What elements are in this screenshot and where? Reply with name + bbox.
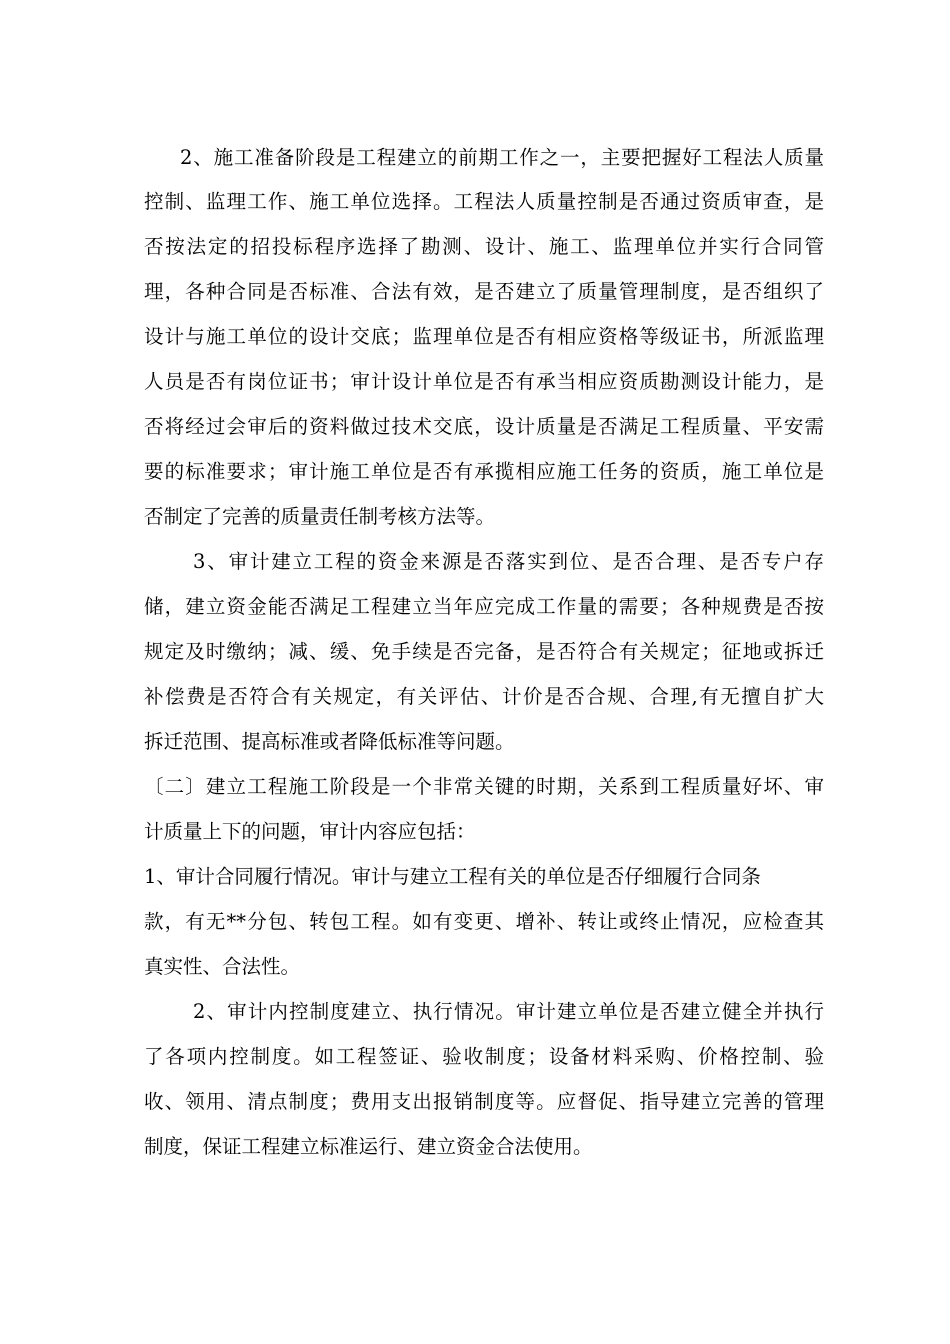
text-line: 否按法定的招投标程序选择了勘测、设计、施工、监理单位并实行合同管 xyxy=(144,235,824,258)
text-line: 储，建立资金能否满足工程建立当年应完成工作量的需要；各种规费是否按 xyxy=(144,595,824,618)
section-heading-line: 〔二〕建立工程施工阶段是一个非常关键的时期，关系到工程质量好坏、审 xyxy=(144,775,824,798)
text-line: 设计与施工单位的设计交底；监理单位是否有相应资格等级证书，所派监理 xyxy=(144,325,824,348)
text-line: 拆迁范围、提高标准或者降低标准等问题。 xyxy=(144,730,515,753)
text-line: 计质量上下的问题，审计内容应包括： xyxy=(144,820,476,843)
text-line: 1、审计合同履行情况。审计与建立工程有关的单位是否仔细履行合同条 xyxy=(144,865,761,888)
text-line: 2、审计内控制度建立、执行情况。审计建立单位是否建立健全并执行 xyxy=(193,1000,824,1023)
text-line: 理，各种合同是否标准、合法有效，是否建立了质量管理制度，是否组织了 xyxy=(144,280,824,303)
text-line: 否制定了完善的质量责任制考核方法等。 xyxy=(144,505,496,528)
text-line: 控制、监理工作、施工单位选择。工程法人质量控制是否通过资质审查，是 xyxy=(144,190,824,213)
text-line: 2、施工准备阶段是工程建立的前期工作之一，主要把握好工程法人质量 xyxy=(180,146,824,169)
text-line: 否将经过会审后的资料做过技术交底，设计质量是否满足工程质量、平安需 xyxy=(144,415,824,438)
text-line: 制度，保证工程建立标准运行、建立资金合法使用。 xyxy=(144,1135,593,1158)
text-line: 规定及时缴纳；减、缓、免手续是否完备，是否符合有关规定；征地或拆迁 xyxy=(144,640,824,663)
text-line: 要的标准要求；审计施工单位是否有承揽相应施工任务的资质，施工单位是 xyxy=(144,460,824,483)
text-line: 人员是否有岗位证书；审计设计单位是否有承当相应资质勘测设计能力，是 xyxy=(144,370,824,393)
text-line: 3、审计建立工程的资金来源是否落实到位、是否合理、是否专户存 xyxy=(193,550,824,573)
text-line: 真实性、合法性。 xyxy=(144,955,301,978)
text-line: 了各项内控制度。如工程签证、验收制度；设备材料采购、价格控制、验 xyxy=(144,1045,824,1068)
text-line: 补偿费是否符合有关规定，有关评估、计价是否合规、合理,有无擅自扩大 xyxy=(144,685,824,708)
text-line: 收、领用、清点制度；费用支出报销制度等。应督促、指导建立完善的管理 xyxy=(144,1090,824,1113)
text-line: 款，有无**分包、转包工程。如有变更、增补、转让或终止情况，应检查其 xyxy=(144,910,824,933)
